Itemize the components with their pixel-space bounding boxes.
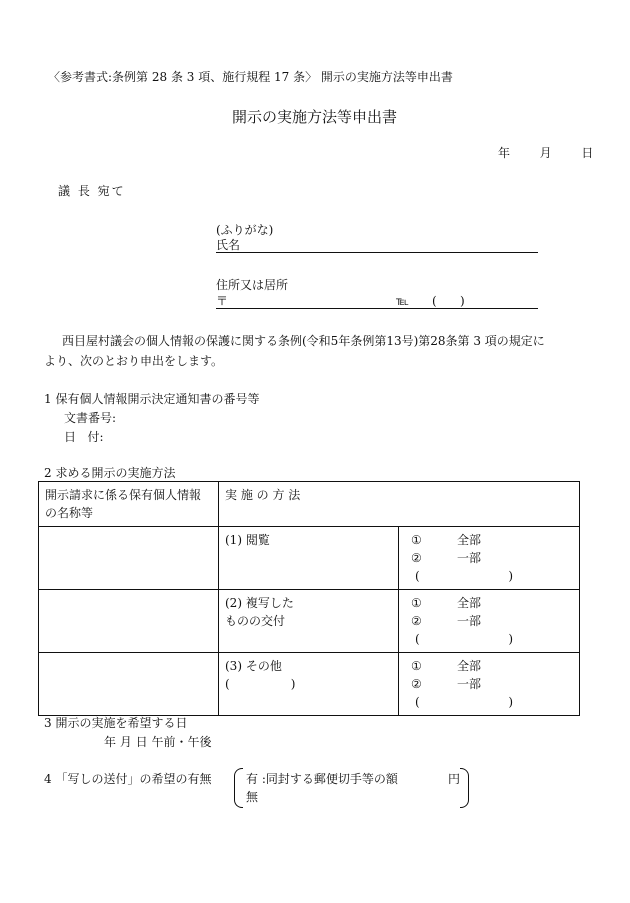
tel-paren-close: ): [460, 294, 465, 308]
section4-heading: 4 「写しの送付」の希望の有無: [44, 772, 212, 786]
date-month: 月: [539, 146, 552, 160]
tel-label: ℡: [396, 294, 409, 308]
option-number: ②: [411, 551, 422, 565]
info-name-cell[interactable]: [39, 590, 219, 653]
info-name-cell[interactable]: [39, 527, 219, 590]
method-cell: [219, 590, 399, 653]
addressee: 議 長 宛て: [58, 184, 126, 198]
doc-date-label: 日 付:: [64, 430, 104, 444]
partial-detail[interactable]: ( ): [415, 695, 513, 709]
section2-heading: 2 求める開示の実施方法: [44, 466, 176, 480]
right-bracket: [460, 768, 469, 808]
method-line2: ものの交付: [225, 614, 286, 628]
option-number: ②: [411, 614, 422, 628]
name-label: 氏名: [216, 238, 241, 252]
partial-detail[interactable]: ( ): [415, 632, 513, 646]
furigana-label: (ふりがな): [216, 223, 274, 237]
partial-detail[interactable]: ( ): [415, 569, 513, 583]
method-line1: (1) 閲覧: [225, 533, 270, 547]
option-number: ①: [411, 659, 422, 673]
yen-label: 円: [448, 772, 461, 786]
option-cell: [399, 590, 580, 653]
option-label: 一部: [457, 551, 482, 565]
option-cell: [399, 527, 580, 590]
date-day: 日: [581, 146, 594, 160]
option-number: ①: [411, 596, 422, 610]
option-all[interactable]: [405, 531, 573, 549]
section3-heading: 3 開示の実施を希望する日: [44, 716, 188, 730]
option-partial[interactable]: [405, 675, 573, 693]
date-block: [498, 146, 593, 160]
option-all[interactable]: [405, 594, 573, 612]
option-number: ①: [411, 533, 422, 547]
option-all[interactable]: [405, 657, 573, 675]
date-year: 年: [498, 146, 511, 160]
address-label: 住所又は居所: [216, 278, 289, 292]
method-line2[interactable]: ( ): [225, 677, 296, 691]
method-line1: (3) その他: [225, 659, 282, 673]
option-no[interactable]: 無: [246, 790, 259, 804]
document-title: 開示の実施方法等申出書: [232, 108, 398, 126]
method-cell: [219, 527, 399, 590]
table-row: [39, 527, 580, 590]
table-header-row: [39, 482, 580, 527]
table-row: [39, 653, 580, 716]
option-partial[interactable]: [405, 612, 573, 630]
option-label: 一部: [457, 614, 482, 628]
option-label: 全部: [457, 596, 482, 610]
methods-table: [38, 481, 580, 716]
preferred-date-line[interactable]: 年 月 日 午前・午後: [104, 735, 212, 749]
doc-number-label: 文書番号:: [64, 411, 117, 425]
left-bracket: [234, 768, 243, 808]
postal-mark: 〒: [216, 294, 229, 308]
reference-line: 〈参考書式:条例第 28 条 3 項、施行規程 17 条〉 開示の実施方法等申出書: [48, 70, 453, 84]
option-number: ②: [411, 677, 422, 691]
option-partial[interactable]: [405, 549, 573, 567]
body-text-line2: より、次のとおり申出をします。: [44, 354, 224, 368]
name-underline: [216, 252, 538, 253]
address-underline: [216, 308, 538, 309]
info-name-cell[interactable]: [39, 653, 219, 716]
option-label: 一部: [457, 677, 482, 691]
method-cell: [219, 653, 399, 716]
option-label: 全部: [457, 533, 482, 547]
option-yes[interactable]: 有 :同封する郵便切手等の額: [246, 772, 398, 786]
col1-header: 開示請求に係る保有個人情報の名称等: [39, 482, 219, 527]
body-text-line1: 西目屋村議会の個人情報の保護に関する条例(令和5年条例第13号)第28条第 3 項の規定に: [62, 334, 545, 348]
option-label: 全部: [457, 659, 482, 673]
col2-header: 実 施 の 方 法: [219, 482, 580, 527]
section1-heading: 1 保有個人情報開示決定通知書の番号等: [44, 392, 260, 406]
method-line1: (2) 複写した: [225, 596, 294, 610]
tel-paren-open: (: [432, 294, 437, 308]
option-cell: [399, 653, 580, 716]
table-row: [39, 590, 580, 653]
